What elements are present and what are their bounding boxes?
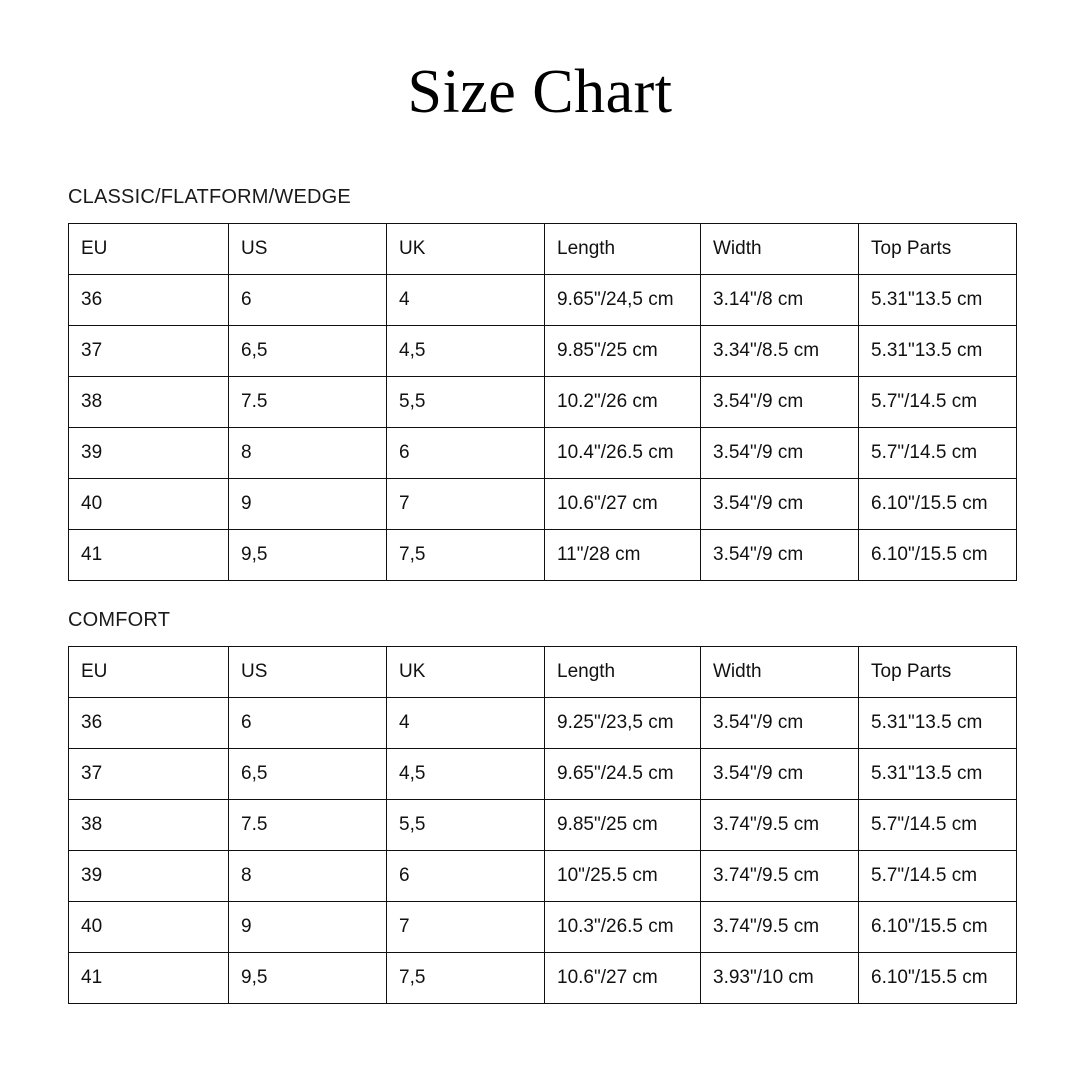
table-row [69,530,1017,581]
section-label-comfort: COMFORT [68,609,171,632]
cell-eu: 37 [69,326,229,377]
section-label-classic: CLASSIC/FLATFORM/WEDGE [68,186,351,209]
cell-length: 9.85"/25 cm [545,800,701,851]
cell-us: 8 [229,428,387,479]
page-title: Size Chart [407,58,673,126]
cell-top-parts: 6.10"/15.5 cm [859,902,1017,953]
table-row [69,749,1017,800]
cell-us: 6,5 [229,749,387,800]
cell-width: 3.74"/9.5 cm [701,902,859,953]
cell-width: 3.54"/9 cm [701,479,859,530]
column-header-eu: EU [69,647,229,698]
table-row [69,851,1017,902]
cell-eu: 36 [69,275,229,326]
cell-length: 10.6"/27 cm [545,479,701,530]
size-table-classic [68,223,1017,581]
cell-us: 9,5 [229,953,387,1004]
cell-top-parts: 5.31"13.5 cm [859,698,1017,749]
cell-us: 9,5 [229,530,387,581]
column-header-length: Length [545,224,701,275]
table-row [69,698,1017,749]
cell-length: 10.2"/26 cm [545,377,701,428]
cell-top-parts: 6.10"/15.5 cm [859,479,1017,530]
cell-length: 11"/28 cm [545,530,701,581]
table-row [69,377,1017,428]
cell-uk: 6 [387,851,545,902]
table-row [69,479,1017,530]
cell-us: 8 [229,851,387,902]
column-header-width: Width [701,647,859,698]
column-header-us: US [229,224,387,275]
cell-us: 7.5 [229,800,387,851]
table-row [69,800,1017,851]
cell-eu: 41 [69,530,229,581]
cell-length: 9.85"/25 cm [545,326,701,377]
cell-uk: 4 [387,275,545,326]
column-header-uk: UK [387,647,545,698]
cell-eu: 38 [69,800,229,851]
table-header-row [69,224,1017,275]
table-row [69,902,1017,953]
cell-uk: 4,5 [387,326,545,377]
cell-top-parts: 5.31"13.5 cm [859,749,1017,800]
cell-uk: 6 [387,428,545,479]
cell-eu: 39 [69,428,229,479]
cell-us: 6 [229,698,387,749]
cell-top-parts: 5.7"/14.5 cm [859,377,1017,428]
cell-eu: 36 [69,698,229,749]
cell-eu: 37 [69,749,229,800]
cell-us: 6,5 [229,326,387,377]
table-row [69,953,1017,1004]
cell-top-parts: 5.31"13.5 cm [859,326,1017,377]
cell-top-parts: 5.7"/14.5 cm [859,428,1017,479]
cell-us: 9 [229,902,387,953]
column-header-width: Width [701,224,859,275]
cell-length: 10"/25.5 cm [545,851,701,902]
table-row [69,275,1017,326]
cell-length: 9.65"/24,5 cm [545,275,701,326]
cell-eu: 38 [69,377,229,428]
column-header-eu: EU [69,224,229,275]
cell-width: 3.54"/9 cm [701,530,859,581]
cell-length: 9.25"/23,5 cm [545,698,701,749]
cell-width: 3.74"/9.5 cm [701,800,859,851]
cell-eu: 41 [69,953,229,1004]
cell-uk: 7,5 [387,530,545,581]
column-header-uk: UK [387,224,545,275]
cell-length: 10.3"/26.5 cm [545,902,701,953]
cell-top-parts: 5.7"/14.5 cm [859,800,1017,851]
cell-width: 3.54"/9 cm [701,428,859,479]
cell-uk: 5,5 [387,800,545,851]
cell-width: 3.93"/10 cm [701,953,859,1004]
cell-width: 3.54"/9 cm [701,698,859,749]
table-row [69,428,1017,479]
cell-uk: 7 [387,902,545,953]
cell-uk: 7,5 [387,953,545,1004]
size-table-comfort [68,646,1017,1004]
cell-eu: 39 [69,851,229,902]
cell-us: 7.5 [229,377,387,428]
cell-uk: 5,5 [387,377,545,428]
cell-top-parts: 5.31"13.5 cm [859,275,1017,326]
cell-length: 9.65"/24.5 cm [545,749,701,800]
cell-us: 6 [229,275,387,326]
cell-width: 3.54"/9 cm [701,377,859,428]
column-header-top-parts: Top Parts [859,224,1017,275]
cell-eu: 40 [69,902,229,953]
cell-length: 10.4"/26.5 cm [545,428,701,479]
cell-top-parts: 5.7"/14.5 cm [859,851,1017,902]
table-row [69,326,1017,377]
cell-top-parts: 6.10"/15.5 cm [859,953,1017,1004]
cell-uk: 4 [387,698,545,749]
column-header-length: Length [545,647,701,698]
cell-uk: 4,5 [387,749,545,800]
cell-width: 3.34"/8.5 cm [701,326,859,377]
cell-eu: 40 [69,479,229,530]
cell-width: 3.14"/8 cm [701,275,859,326]
cell-width: 3.54"/9 cm [701,749,859,800]
table-header-row [69,647,1017,698]
cell-length: 10.6"/27 cm [545,953,701,1004]
cell-top-parts: 6.10"/15.5 cm [859,530,1017,581]
column-header-top-parts: Top Parts [859,647,1017,698]
cell-us: 9 [229,479,387,530]
cell-uk: 7 [387,479,545,530]
cell-width: 3.74"/9.5 cm [701,851,859,902]
column-header-us: US [229,647,387,698]
